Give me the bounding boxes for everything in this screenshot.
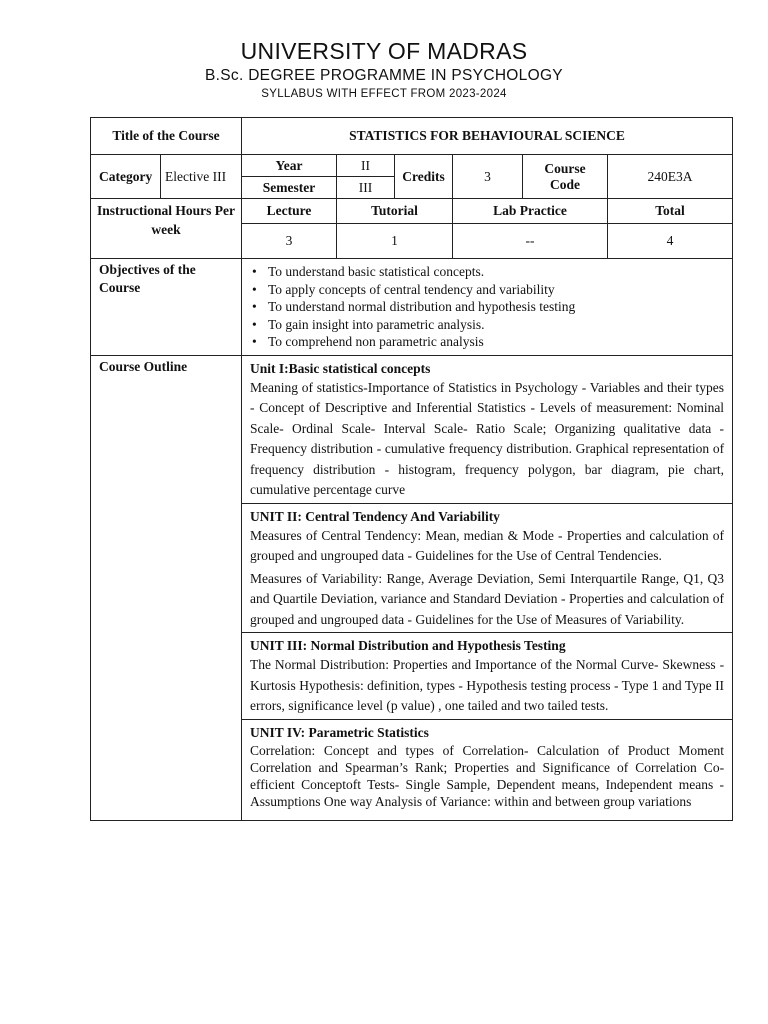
unit-paragraph: Measures of Variability: Range, Average Deviation, Semi Interquartile Range, Q1, Q3 and Quartile Deviation, variance and Standard Deviation - Properties and calculation of grouped and ungrouped data - Guidelines for the Use of Measures of Variability. [250, 570, 725, 627]
course-code-value: 240E3A [608, 155, 733, 199]
objective-text: To gain insight into parametric analysis. [268, 316, 485, 332]
objectives-row [91, 259, 733, 356]
year-label: Year [242, 155, 337, 177]
credits-label: Credits [395, 155, 453, 199]
course-code-label: Course Code [523, 155, 608, 199]
objective-text: To understand basic statistical concepts. [268, 264, 485, 279]
objective-item [246, 263, 732, 281]
outline-unit-1-row [91, 355, 733, 503]
bullet-icon: • [252, 264, 257, 279]
objective-text: To comprehend non parametric analysis [268, 334, 484, 349]
unit-cell [242, 503, 733, 633]
programme-name: B.Sc. DEGREE PROGRAMME IN PSYCHOLOGY [205, 67, 563, 84]
objective-item [246, 316, 732, 334]
course-title: STATISTICS FOR BEHAVIOURAL SCIENCE [242, 118, 733, 155]
lab-practice-label: Lab Practice [453, 199, 608, 224]
hours-header-row [91, 199, 733, 224]
category-value: Elective III [161, 155, 242, 199]
objectives-label: Objectives of the Course [91, 259, 242, 356]
unit-cell [242, 633, 733, 720]
bullet-icon: • [252, 281, 257, 297]
title-label: Title of the Course [91, 118, 242, 155]
objective-item [246, 333, 732, 351]
objective-text: To apply concepts of central tendency and variability [268, 281, 555, 297]
unit-title: UNIT IV: Parametric Statistics [250, 724, 429, 740]
syllabus-table [90, 117, 733, 821]
bullet-icon: • [252, 334, 257, 349]
objective-item [246, 281, 732, 299]
unit-cell [242, 355, 733, 503]
unit-title: UNIT II: Central Tendency And Variability [250, 508, 500, 524]
objectives-cell [242, 259, 733, 356]
unit-title: UNIT III: Normal Distribution and Hypothesis Testing [250, 638, 566, 653]
syllabus-effect: SYLLABUS WITH EFFECT FROM 2023-2024 [261, 88, 507, 100]
unit-paragraph: The Normal Distribution: Properties and Importance of the Normal Curve- Skewness - Kurtosis Hypothesis: definition, types - Hypothesis testing process - Type 1 and Type II errors, significance level (p value) , one tailed and two tailed tests. [250, 657, 725, 713]
unit-paragraph: Measures of Central Tendency: Mean, median & Mode - Properties and calculation of grouped and ungrouped data - Guidelines for the Use of Central Tendencies. [250, 527, 725, 563]
total-value: 4 [608, 224, 733, 259]
lecture-value: 3 [242, 224, 337, 259]
credits-value: 3 [453, 155, 523, 199]
unit-paragraph: Meaning of statistics-Importance of Statistics in Psychology - Variables and their types - Concept of Descriptive and Inferential Statistics - Levels of measurement: Nominal Scale- Ordinal Scale- Interval Scale- Ratio Scale; Organizing qualitative data - Frequency distribution - cumulative frequency distribution. Graphical representation of frequency distribution - histogram, frequency polygon, bar diagram, pie chart, cumulative percentage curve [250, 379, 725, 497]
course-outline-label: Course Outline [91, 355, 242, 820]
category-label: Category [91, 155, 161, 199]
objectives-list [242, 259, 732, 355]
category-row [91, 155, 733, 177]
tutorial-value: 1 [337, 224, 453, 259]
year-value: II [337, 155, 395, 177]
instructional-hours-label: Instructional Hours Per week [91, 199, 242, 259]
bullet-icon: • [252, 299, 257, 314]
tutorial-label: Tutorial [337, 199, 453, 224]
unit-cell [242, 719, 733, 820]
objective-item [246, 298, 732, 316]
unit-paragraph: Correlation: Concept and types of Correlation- Calculation of Product Moment Correlation and Spearman’s Rank; Properties and Significance of Correlation Co-efficient Conceptoft Tests- Single Sample, Dependent means, Independent means - Assumptions One way Analysis of Variance: within and between group variations [250, 742, 725, 809]
lab-practice-value: -- [453, 224, 608, 259]
title-row [91, 118, 733, 155]
bullet-icon: • [252, 316, 257, 332]
document-header [0, 36, 768, 102]
unit-title: Unit I:Basic statistical concepts [250, 360, 431, 376]
semester-label: Semester [242, 177, 337, 199]
semester-value: III [337, 177, 395, 199]
total-label: Total [608, 199, 733, 224]
lecture-label: Lecture [242, 199, 337, 224]
university-name: UNIVERSITY OF MADRAS [240, 38, 528, 64]
objective-text: To understand normal distribution and hypothesis testing [268, 299, 576, 314]
